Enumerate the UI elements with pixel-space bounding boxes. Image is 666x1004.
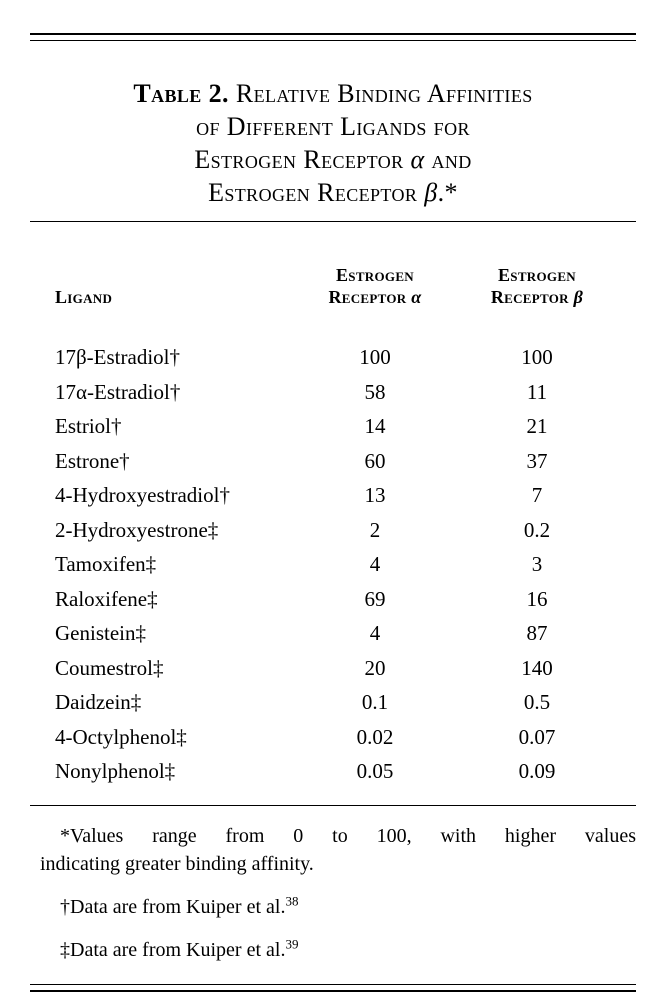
er-beta-header-line1: Estrogen	[498, 265, 576, 285]
er-beta-value: 3	[531, 552, 543, 576]
table-number: Table 2.	[133, 79, 229, 108]
title-text-3: Estrogen Receptor	[194, 145, 404, 174]
title-line-1	[30, 77, 636, 110]
er-beta-value: 37	[526, 448, 548, 473]
er-alpha-value: 20	[364, 655, 386, 680]
ligand-cell: 4-Octylphenol‡	[55, 724, 187, 749]
er-beta-value: 16	[526, 586, 548, 611]
column-header-er-beta	[460, 264, 614, 308]
beta-symbol: β	[573, 287, 584, 307]
er-beta-header-line2: Receptor	[490, 287, 569, 307]
ligand-cell: 4-Hydroxyestradiol†	[55, 483, 230, 507]
table-row	[30, 547, 636, 582]
er-beta-value: 7	[531, 483, 543, 507]
table-title	[30, 77, 636, 209]
title-divider-rule	[30, 221, 636, 222]
reference-39: 39	[285, 935, 299, 951]
er-alpha-value: 58	[364, 379, 386, 404]
ligand-cell: Coumestrol‡	[55, 655, 164, 680]
ligand-cell: Tamoxifen‡	[55, 552, 157, 576]
er-beta-value: 0.09	[518, 759, 556, 783]
title-text-2: of Different Ligands for	[196, 112, 470, 141]
table-row	[30, 409, 636, 444]
table-row	[30, 340, 636, 375]
alpha-symbol: α	[410, 145, 425, 174]
table-row	[30, 582, 636, 617]
er-beta-value: 100	[521, 345, 553, 369]
ligand-cell: 17β-Estradiol†	[55, 345, 180, 369]
table-row	[30, 616, 636, 651]
er-beta-value: 0.07	[518, 724, 556, 749]
er-alpha-value: 60	[364, 448, 386, 473]
footnote-divider-rule	[30, 805, 636, 806]
er-alpha-value: 14	[364, 414, 386, 438]
table-header-row	[30, 264, 636, 308]
footnote-asterisk-line1: *Values range from 0 to 100, with higher values	[60, 824, 636, 847]
table-row	[30, 651, 636, 686]
title-text-4: Estrogen Receptor	[208, 178, 418, 207]
er-alpha-value: 69	[364, 586, 386, 611]
footnotes	[40, 822, 636, 964]
er-alpha-value: 2	[369, 517, 381, 542]
er-beta-value: 140	[521, 655, 553, 680]
beta-symbol: β	[424, 178, 438, 207]
title-text-4-tail: .*	[437, 178, 458, 207]
footnote-double-dagger-text: ‡Data are from Kuiper et al.	[60, 938, 286, 961]
ligand-cell: Estriol†	[55, 414, 122, 438]
table-row	[30, 375, 636, 410]
er-alpha-value: 0.02	[356, 724, 394, 749]
ligand-cell: Daidzein‡	[55, 690, 142, 714]
ligand-cell: Raloxifene‡	[55, 586, 158, 611]
footnote-double-dagger	[40, 936, 636, 964]
table-row	[30, 720, 636, 755]
bottom-double-rule	[30, 984, 636, 992]
title-text-3-tail: and	[431, 145, 472, 174]
ligand-cell: 17α-Estradiol†	[55, 379, 181, 404]
table-row	[30, 478, 636, 513]
er-beta-value: 11	[526, 379, 548, 404]
column-header-ligand: Ligand	[55, 287, 113, 307]
title-line-4	[30, 176, 636, 209]
er-alpha-header-line1: Estrogen	[336, 265, 414, 285]
table-row	[30, 513, 636, 548]
er-alpha-value: 13	[364, 483, 386, 507]
er-alpha-value: 4	[369, 552, 381, 576]
title-text-1: Relative Binding Affinities	[235, 79, 533, 108]
er-beta-value: 21	[526, 414, 548, 438]
er-alpha-value: 100	[359, 345, 391, 369]
table-row	[30, 754, 636, 789]
reference-38: 38	[285, 892, 299, 908]
alpha-symbol: α	[411, 287, 422, 307]
footnote-dagger	[40, 893, 636, 921]
footnote-dagger-text: †Data are from Kuiper et al.	[60, 895, 286, 918]
er-alpha-value: 4	[369, 621, 381, 645]
er-beta-value: 0.2	[523, 517, 551, 542]
ligand-cell: Estrone†	[55, 448, 130, 473]
er-beta-value: 87	[526, 621, 548, 645]
table-body	[30, 340, 636, 789]
table-row	[30, 685, 636, 720]
er-alpha-header-line2: Receptor	[328, 287, 407, 307]
ligand-cell: Genistein‡	[55, 621, 146, 645]
title-line-3	[30, 143, 636, 176]
table-row	[30, 444, 636, 479]
title-line-2	[30, 110, 636, 143]
er-beta-value: 0.5	[523, 690, 551, 714]
er-alpha-value: 0.1	[361, 690, 389, 714]
footnote-asterisk-line2: indicating greater binding affinity.	[40, 852, 314, 875]
top-double-rule	[30, 33, 636, 41]
ligand-cell: Nonylphenol‡	[55, 759, 176, 783]
er-alpha-value: 0.05	[356, 759, 394, 783]
column-header-er-alpha	[290, 264, 460, 308]
ligand-cell: 2-Hydroxyestrone‡	[55, 517, 219, 542]
